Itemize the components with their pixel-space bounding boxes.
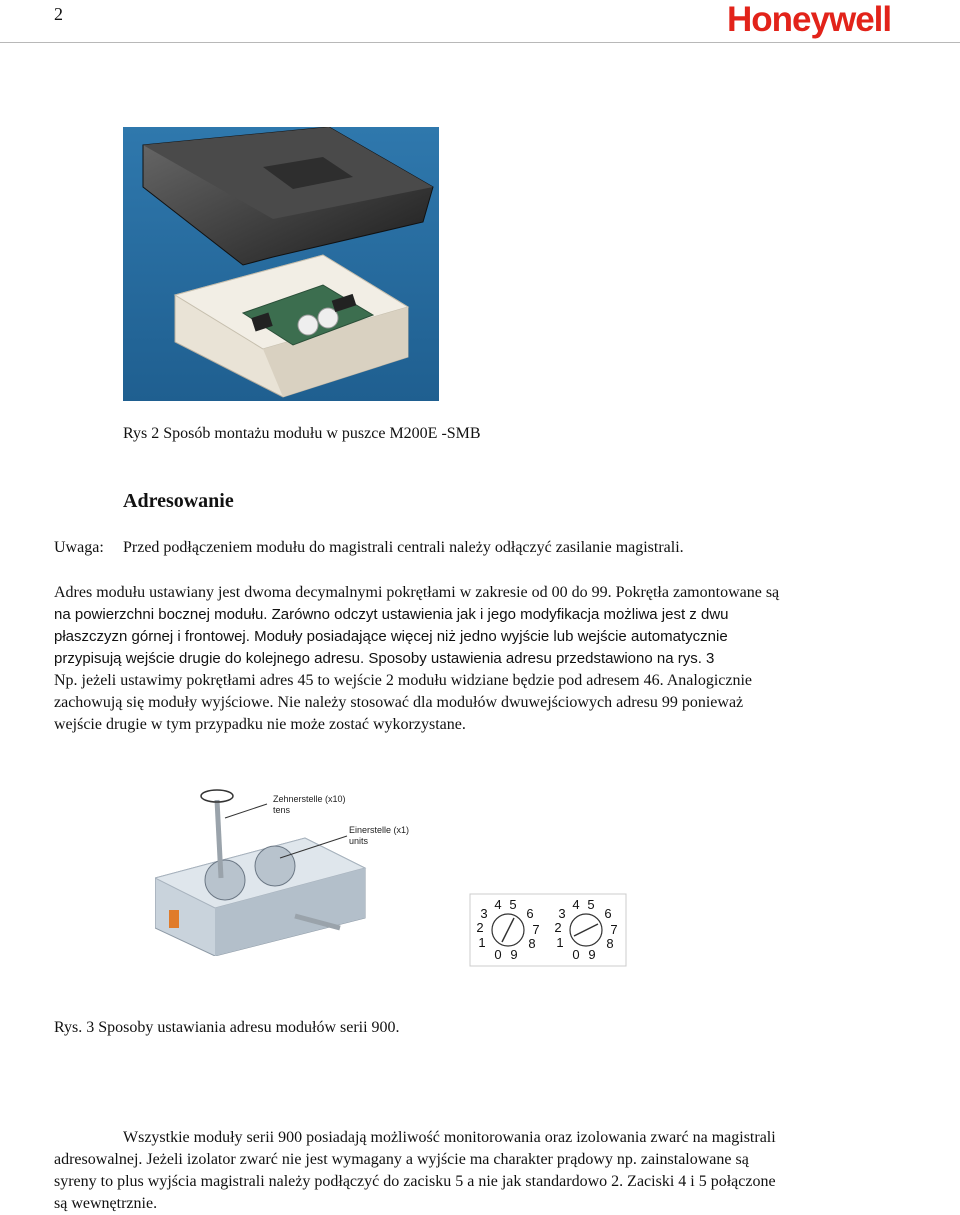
dial-digit: 6: [604, 906, 612, 921]
dial-digit: 8: [606, 936, 614, 951]
tens-sublabel: tens: [273, 805, 291, 815]
dial-digit: 5: [509, 897, 517, 912]
figure1-caption: Rys 2 Sposób montażu modułu w puszce M200E -SMB: [123, 425, 481, 442]
dial-digit: 1: [556, 935, 564, 950]
dial-digit: 2: [554, 920, 562, 935]
dial-digit: 9: [588, 947, 596, 962]
paragraph-line: Adres modułu ustawiany jest dwoma decymalnymi pokrętłami w zakresie od 00 do 99. Pokrętła zamontowane są: [54, 584, 780, 601]
dial-digit: 2: [476, 920, 484, 935]
paragraph-line: na powierzchni bocznej modułu. Zarówno odczyt ustawienia jak i jego modyfikacja możliwa jest z dwu: [54, 606, 729, 623]
paragraph-line: wejście drugie w tym przypadku nie może zostać wykorzystane.: [54, 716, 466, 733]
paragraph-line: adresowalnej. Jeżeli izolator zwarć nie jest wymagany a wyjście ma charakter prądowy np. zainstalowane są: [54, 1151, 749, 1168]
tens-label: Zehnerstelle (x10): [273, 794, 346, 804]
tens-dial: [205, 860, 245, 900]
header-rule: [0, 42, 960, 43]
paragraph-line: płaszczyzn górnej i frontowej. Moduły posiadające więcej niż jedno wyjście lub wejście automatycznie: [54, 628, 728, 645]
dial-digit: 7: [610, 922, 618, 937]
dial-digit: 5: [587, 897, 595, 912]
isolator-paragraph: [54, 1127, 914, 1215]
warning-note: [54, 537, 684, 559]
dial-digit: 4: [572, 897, 580, 912]
dial-digit: 3: [480, 906, 488, 921]
honeywell-logo: Honeywell: [727, 0, 892, 39]
addressing-paragraph: [54, 582, 914, 736]
paragraph-line: syreny to plus wyjścia magistrali należy podłączyć do zacisku 5 a nie jak standardowo 2. Zaciski 4 i 5 połączone: [54, 1173, 776, 1190]
section-heading: Adresowanie: [123, 490, 234, 512]
dial-digit: 9: [510, 947, 518, 962]
units-sublabel: units: [349, 836, 369, 846]
units-label: Einerstelle (x1): [349, 825, 410, 835]
figure2-caption: Rys. 3 Sposoby ustawiania adresu modułów serii 900.: [54, 1019, 400, 1036]
dial-digit: 3: [558, 906, 566, 921]
paragraph-line: Wszystkie moduły serii 900 posiadają możliwość monitorowania oraz izolowania zwarć na magistrali: [123, 1129, 776, 1146]
paragraph-line: są wewnętrznie.: [54, 1195, 158, 1212]
page-number: 2: [54, 4, 63, 24]
dial-digit: 7: [532, 922, 540, 937]
dial-diagram: [468, 892, 628, 968]
paragraph-line: Np. jeżeli ustawimy pokrętłami adres 45 to wejście 2 modułu widziane będzie pod adresem 46. Analogicznie: [54, 672, 753, 689]
dial-digit: 8: [528, 936, 536, 951]
module-housing-photo: [123, 127, 439, 401]
warning-label: Uwaga:: [54, 539, 104, 556]
dial-digit: 1: [478, 935, 486, 950]
rotary-switch-photo: [155, 778, 455, 956]
dial-digit: 0: [494, 947, 502, 962]
paragraph-line: przypisują wejście drugie do kolejnego adresu. Sposoby ustawienia adresu przedstawiono na rys. 3: [54, 650, 715, 667]
units-dial: [255, 846, 295, 886]
dial-digit: 0: [572, 947, 580, 962]
dial-digit: 4: [494, 897, 502, 912]
warning-text: Przed podłączeniem modułu do magistrali centrali należy odłączyć zasilanie magistrali.: [123, 539, 684, 556]
paragraph-line: zachowują się moduły wyjściowe. Nie należy stosować dla modułów dwuwejściowych adresu 99 ponieważ: [54, 694, 744, 711]
dial-digit: 6: [526, 906, 534, 921]
